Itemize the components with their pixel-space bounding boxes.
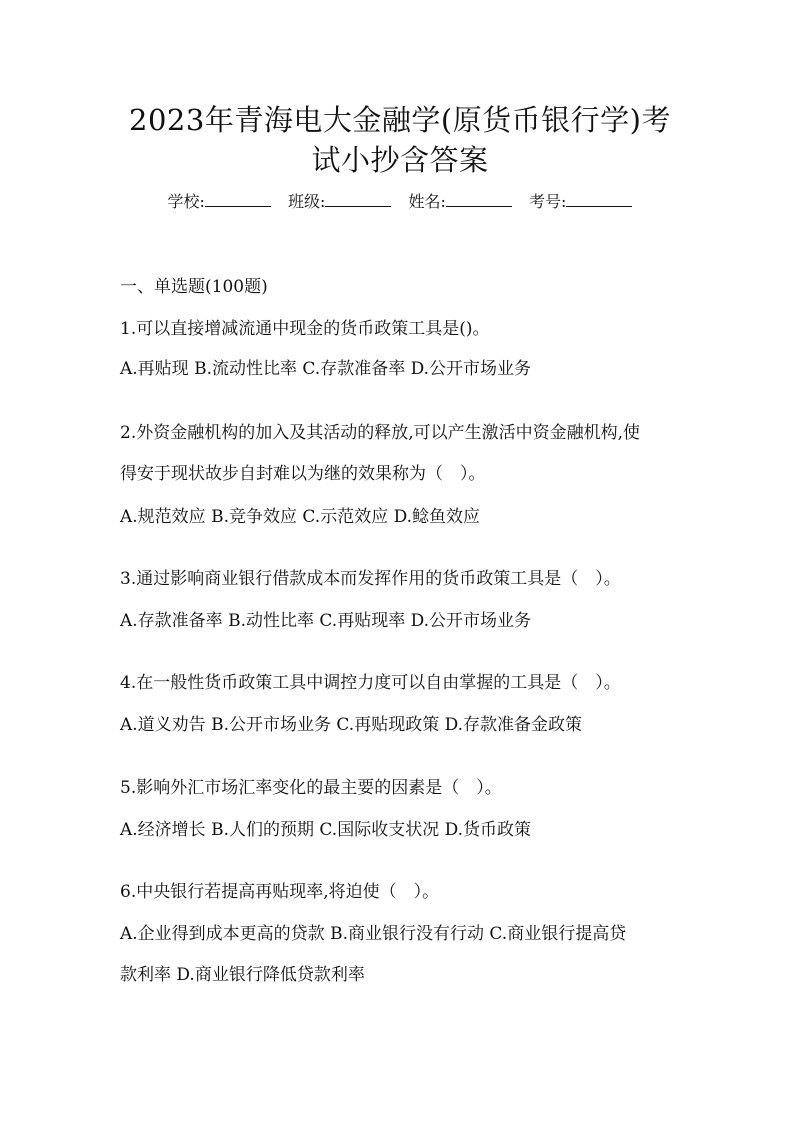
name-field	[409, 190, 512, 214]
document-title-line-1: 2023年青海电大金融学(原货币银行学)考	[129, 103, 671, 137]
question-6-stem: 6.中央银行若提高再贴现率,将迫使（ ）。	[120, 882, 440, 902]
class-blank	[325, 190, 391, 207]
document-title-line-2: 试小抄含答案	[311, 143, 489, 177]
question-1-stem: 1.可以直接增减流通中现金的货币政策工具是()。	[120, 319, 490, 339]
question-4-stem: 4.在一般性货币政策工具中调控力度可以自由掌握的工具是（ ）。	[120, 673, 621, 693]
section-heading: 一、单选题(100题)	[120, 277, 268, 297]
question-6-options-line-2: 款利率 D.商业银行降低贷款利率	[120, 965, 365, 985]
exam-number-field	[529, 190, 632, 214]
question-3-options: A.存款准备率 B.动性比率 C.再贴现率 D.公开市场业务	[120, 611, 532, 631]
school-blank	[205, 190, 271, 207]
question-6-options-line-1: A.企业得到成本更高的贷款 B.商业银行没有行动 C.商业银行提高贷	[120, 924, 627, 944]
class-label: 班级:	[288, 192, 326, 211]
school-label: 学校:	[167, 192, 205, 211]
name-label: 姓名:	[408, 192, 446, 211]
school-field	[168, 190, 271, 214]
question-2-stem-line-1: 2.外资金融机构的加入及其活动的释放,可以产生激活中资金融机构,使	[120, 423, 641, 443]
exam-number-blank	[566, 190, 632, 207]
question-1-options: A.再贴现 B.流动性比率 C.存款准备率 D.公开市场业务	[120, 359, 532, 379]
question-3-stem: 3.通过影响商业银行借款成本而发挥作用的货币政策工具是（ ）。	[120, 569, 621, 589]
exam-number-label: 考号:	[529, 192, 567, 211]
name-blank	[446, 190, 512, 207]
question-5-options: A.经济增长 B.人们的预期 C.国际收支状况 D.货币政策	[120, 820, 532, 840]
question-4-options: A.道义劝告 B.公开市场业务 C.再贴现政策 D.存款准备金政策	[120, 715, 583, 735]
question-5-stem: 5.影响外汇市场汇率变化的最主要的因素是（ ）。	[120, 778, 502, 798]
question-2-options: A.规范效应 B.竞争效应 C.示范效应 D.鲶鱼效应	[120, 507, 481, 527]
class-field	[288, 190, 391, 214]
student-info-row	[0, 190, 800, 214]
question-2-stem-line-2: 得安于现状故步自封难以为继的效果称为（ ）。	[120, 464, 486, 484]
